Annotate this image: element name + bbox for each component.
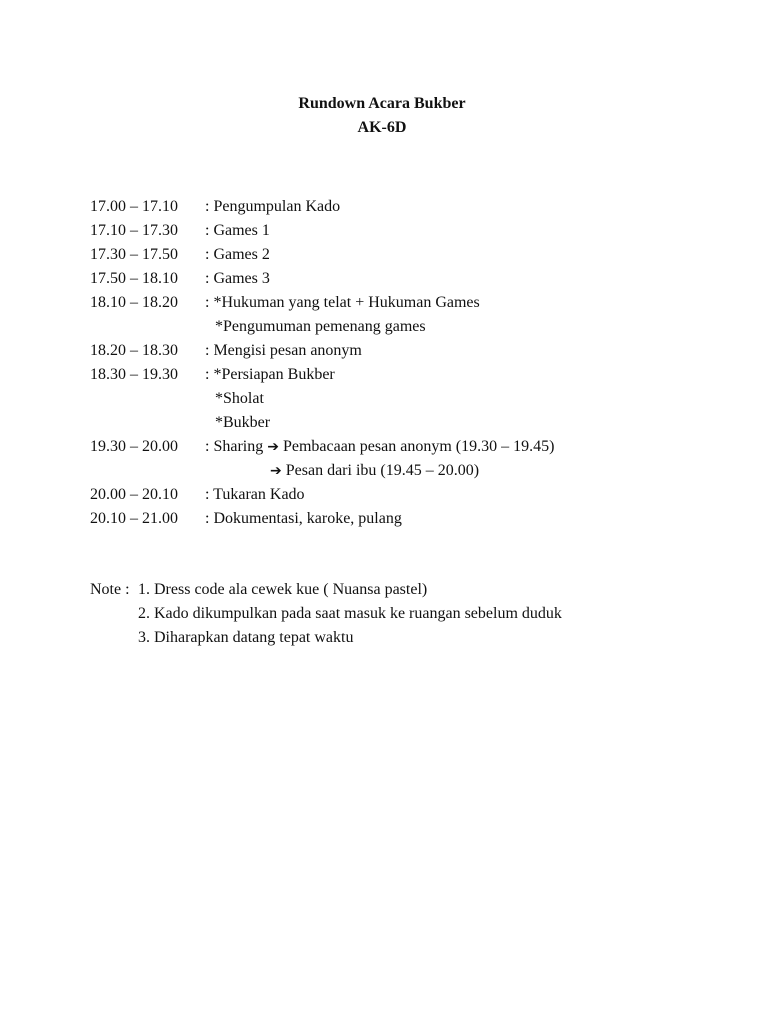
schedule-time: 17.30 – 17.50 xyxy=(90,246,178,263)
schedule-time: 20.10 – 21.00 xyxy=(90,510,178,527)
schedule-activity: : Mengisi pesan anonym xyxy=(205,342,362,359)
schedule-activity-continuation: *Sholat xyxy=(215,390,264,407)
note-item: 3. Diharapkan datang tepat waktu xyxy=(138,629,354,646)
schedule-activity-label: : Sharing xyxy=(205,438,264,455)
schedule-activity: : Dokumentasi, karoke, pulang xyxy=(205,510,402,527)
schedule-sub-item-row xyxy=(270,459,479,483)
schedule-time: 18.10 – 18.20 xyxy=(90,294,178,311)
schedule-time: 18.20 – 18.30 xyxy=(90,342,178,359)
schedule-time: 20.00 – 20.10 xyxy=(90,486,178,503)
arrow-right-icon: ➔ xyxy=(270,463,282,479)
schedule-activity-continuation: *Pengumuman pemenang games xyxy=(215,318,426,335)
schedule-activity xyxy=(205,435,554,459)
schedule-time: 17.50 – 18.10 xyxy=(90,270,178,287)
schedule-activity: : Games 2 xyxy=(205,246,270,263)
schedule-time: 17.00 – 17.10 xyxy=(90,198,178,215)
schedule-activity: : Games 1 xyxy=(205,222,270,239)
schedule-time: 17.10 – 17.30 xyxy=(90,222,178,239)
arrow-right-icon: ➔ xyxy=(267,439,279,455)
schedule-activity: : Tukaran Kado xyxy=(205,486,305,503)
schedule-activity: : Games 3 xyxy=(205,270,270,287)
note-item: 2. Kado dikumpulkan pada saat masuk ke ruangan sebelum duduk xyxy=(138,605,562,622)
schedule-sub-item: Pembacaan pesan anonym (19.30 – 19.45) xyxy=(282,438,555,455)
schedule-time: 19.30 – 20.00 xyxy=(90,438,178,455)
document-title: Rundown Acara Bukber xyxy=(298,95,466,112)
note-item: 1. Dress code ala cewek kue ( Nuansa pastel) xyxy=(138,581,428,598)
notes-label: Note : xyxy=(90,581,130,598)
schedule-activity: : Pengumpulan Kado xyxy=(205,198,341,215)
schedule-activity: : *Hukuman yang telat + Hukuman Games xyxy=(205,294,480,311)
schedule-activity: : *Persiapan Bukber xyxy=(205,366,335,383)
schedule-time: 18.30 – 19.30 xyxy=(90,366,178,383)
document-subtitle: AK-6D xyxy=(357,119,407,136)
schedule-sub-item: Pesan dari ibu (19.45 – 20.00) xyxy=(285,462,480,479)
schedule-activity-continuation: *Bukber xyxy=(215,414,271,431)
